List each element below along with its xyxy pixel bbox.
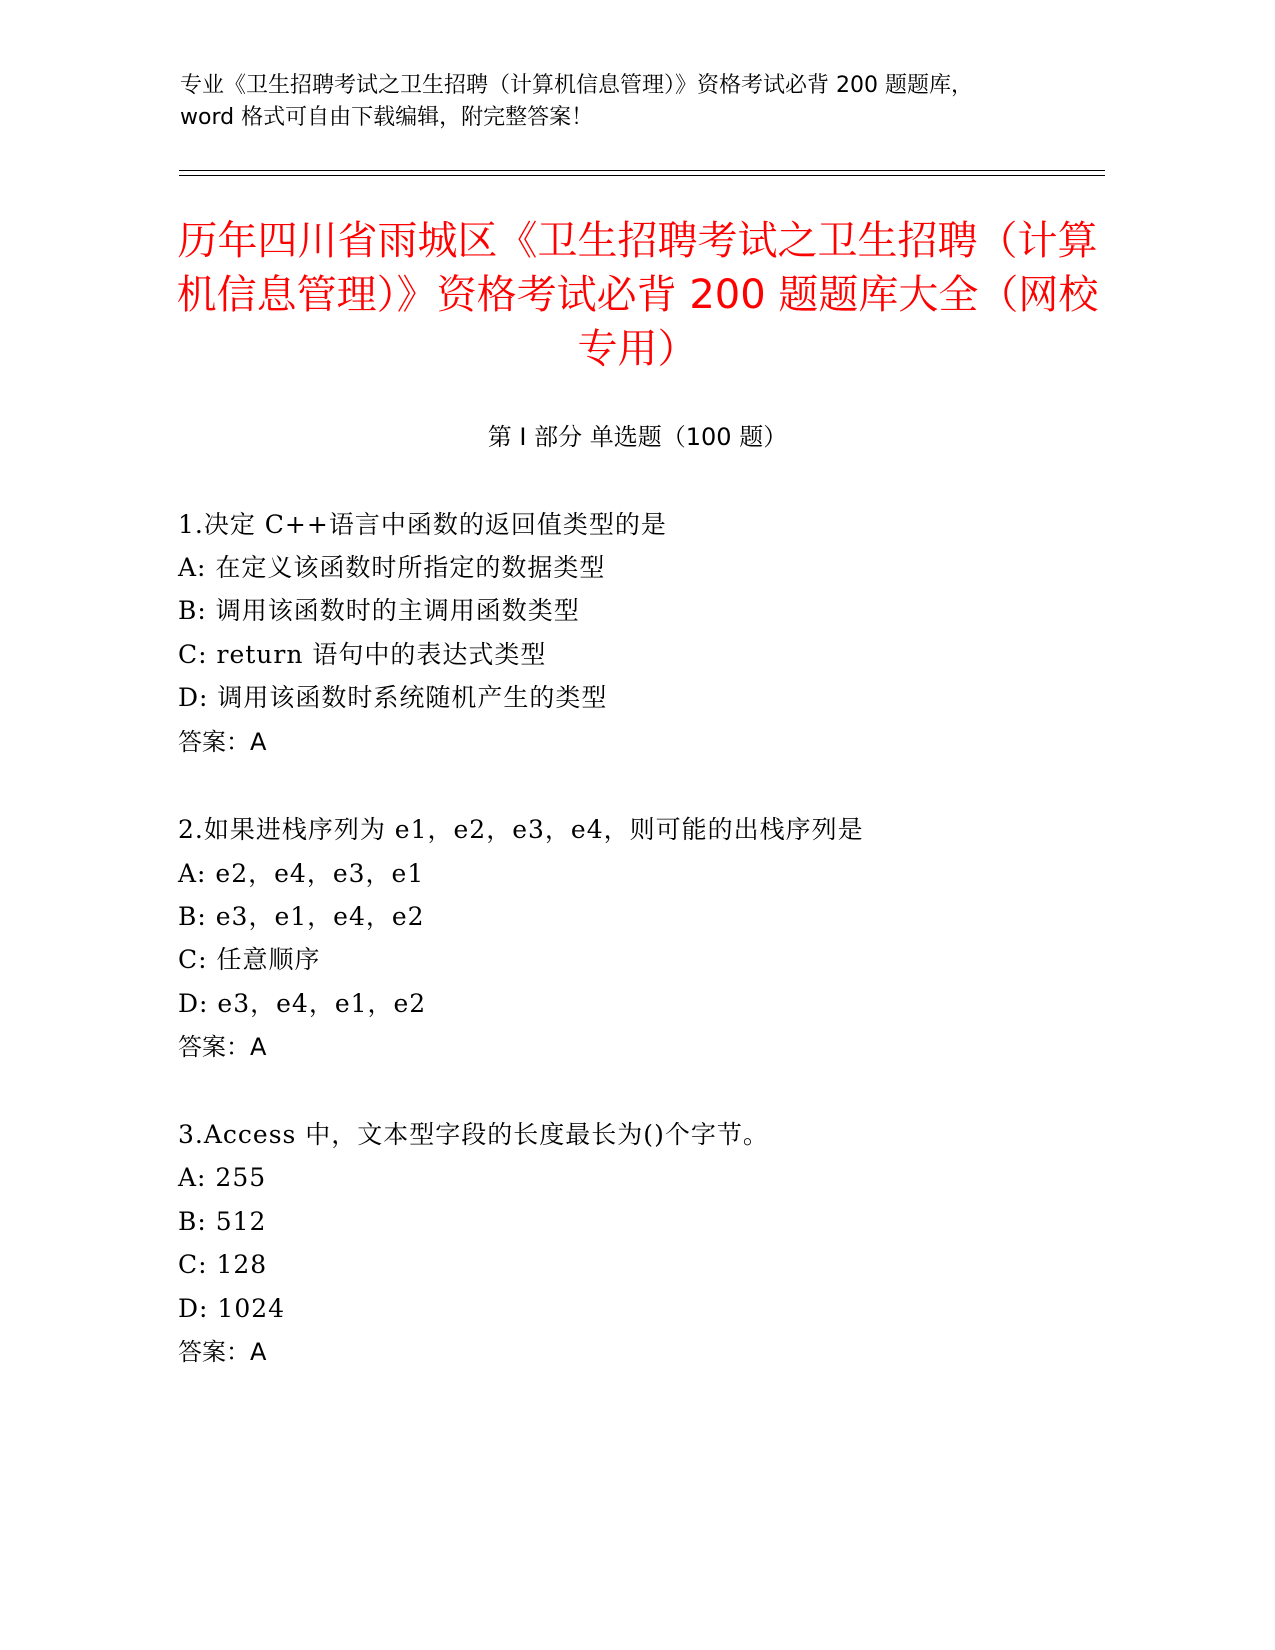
question-1-option-a: A: 在定义该函数时所指定的数据类型 (178, 553, 606, 582)
question-2-option-d: D: e3，e4，e1，e2 (178, 989, 427, 1018)
question-1-answer: 答案：A (178, 728, 267, 756)
header-line-1: 专业《卫生招聘考试之卫生招聘（计算机信息管理）》资格考试必背 200 题题库， (180, 73, 973, 98)
question-1-option-d: D: 调用该函数时系统随机产生的类型 (178, 683, 608, 712)
question-2-option-a: A: e2，e4，e3，e1 (178, 859, 425, 888)
question-3-option-b: B: 512 (178, 1207, 267, 1236)
question-1-option-c: C: return 语句中的表达式类型 (178, 640, 547, 669)
question-1-option-b: B: 调用该函数时的主调用函数类型 (178, 596, 580, 625)
question-2-option-c: C: 任意顺序 (178, 945, 321, 974)
document-title: 历年四川省雨城区《卫生招聘考试之卫生招聘（计算机信息管理）》资格考试必背 200 题题库大全（网校专用） (176, 218, 1099, 372)
question-3-option-c: C: 128 (178, 1250, 268, 1279)
question-3-stem: 3.Access 中，文本型字段的长度最长为()个字节。 (178, 1120, 769, 1149)
header-rule-top (179, 170, 1105, 171)
question-3-answer: 答案：A (178, 1338, 267, 1366)
question-3-option-d: D: 1024 (178, 1294, 286, 1323)
header-rule-bottom (179, 175, 1105, 176)
question-2-stem: 2.如果进栈序列为 e1，e2，e3，e4，则可能的出栈序列是 (178, 815, 864, 844)
header-line-2: word 格式可自由下载编辑，附完整答案！ (180, 105, 594, 130)
question-1-stem: 1.决定 C++语言中函数的返回值类型的是 (178, 510, 667, 539)
question-3-option-a: A: 255 (178, 1163, 267, 1192)
section-heading: 第 I 部分 单选题（100 题） (487, 423, 788, 451)
question-2-answer: 答案：A (178, 1033, 267, 1061)
question-2-option-b: B: e3，e1，e4，e2 (178, 902, 425, 931)
